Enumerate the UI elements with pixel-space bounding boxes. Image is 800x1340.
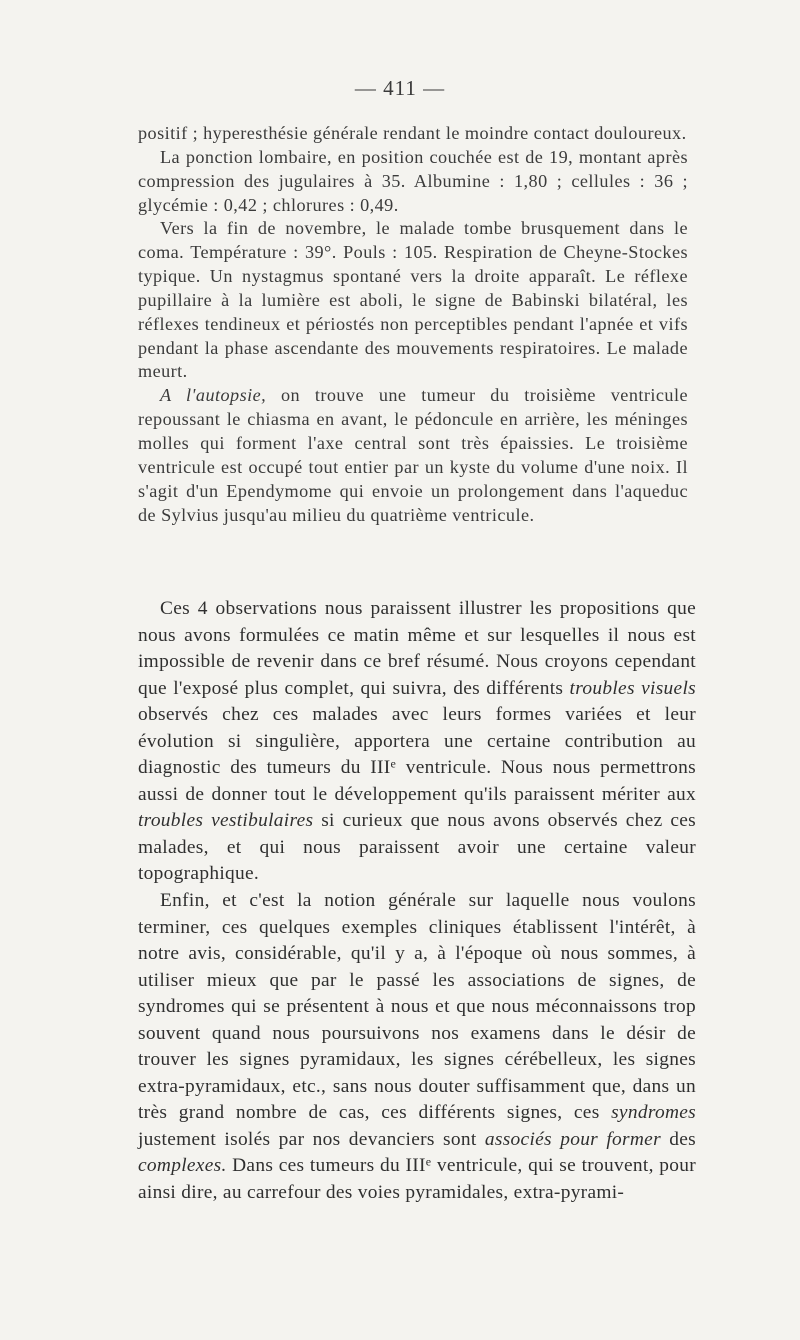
italic-text: troubles visuels	[569, 677, 696, 699]
text-fragment: justement isolés par nos devanciers sont	[138, 1128, 485, 1150]
text-fragment: Dans ces tumeurs du III	[226, 1155, 426, 1177]
italic-text: complexes.	[138, 1155, 227, 1177]
italic-text: associés pour former	[484, 1128, 661, 1150]
page-number: — 411 —	[354, 76, 446, 100]
autopsy-text: on trouve une tumeur du troisième ventricule repoussant le chiasma en avant, le pédoncule en arrière, les méninges molles qui forment l'axe central sont très épaissies. Le troisième ventricule est occupé tout entier par un kyste du volume d'une noix. Il s'agit d'un Ependymome qui envoie un prolongement dans l'aqueduc de Sylvius jusqu'au milieu du quatrième ventricule.	[138, 385, 688, 525]
text-fragment: ventricule, qui se trouvent, pour ainsi dire, au carrefour des voies pyramidales, extra-pyrami-	[138, 1155, 696, 1204]
paragraph-conclusion	[138, 888, 696, 1207]
text-fragment: si curieux que nous avons observés chez ces malades, et qui nous paraissent avoir une certaine valeur topographique.	[138, 810, 696, 885]
text-fragment: Ces 4 observations nous paraissent illustrer les propositions que nous avons formulées ce matin même et sur lesquelles il nous est impossible de revenir dans ce bref résumé. Nous croyons cependant que l'exposé plus complet, qui suivra, des différents	[138, 598, 696, 699]
text-fragment: Enfin, et c'est la notion générale sur laquelle nous voulons terminer, ces quelques exemples cliniques établissent l'intérêt, à notre avis, considérable, qu'il y a, à l'époque où nous sommes, à utiliser mieux que par le passé les associations de signes, de syndromes qui se présentent à nous et que nous méconnaissons trop souvent quand nous poursuivons nos examens dans le désir de trouver les signes pyramidaux, les signes cérébelleux, les signes extra-pyramidaux, etc., sans nous douter suffisamment que, dans un très grand nombre de cas, ces différents signes, ces	[138, 890, 696, 1124]
italic-text: syndromes	[611, 1102, 696, 1124]
paragraph-observations	[138, 596, 696, 888]
autopsy-italic-text: A l'autopsie,	[160, 385, 267, 406]
superscript: e	[390, 756, 397, 771]
text-fragment: observés chez ces malades avec leurs formes variées et leur évolution si singulière, apportera une certaine contribution au diagnostic des tumeurs du III	[138, 704, 696, 779]
text-fragment: des	[660, 1128, 696, 1150]
paragraph-lumbar-puncture: La ponction lombaire, en position couchée est de 19, montant après compression des jugulaires à 35. Albumine : 1,80 ; cellules : 36 ; glycémie : 0,42 ; chlorures : 0,49.	[138, 146, 688, 215]
superscript: e	[425, 1155, 432, 1170]
text-fragment: ventricule. Nous nous permettrons aussi de donner tout le développement qu'ils paraissent mériter aux	[138, 757, 697, 805]
italic-text: troubles vestibulaires	[138, 810, 314, 832]
discussion-text	[138, 596, 696, 1207]
paragraph-coma: Vers la fin de novembre, le malade tombe brusquement dans le coma. Température : 39°. Pouls : 105. Respiration de Cheyne-Stockes typique. Un nystagmus spontané vers la droite apparaît. Le réflexe pupillaire à la lumière est aboli, le signe de Babinski bilatéral, les réflexes tendineux et périostés non perceptibles pendant l'apnée et vifs pendant la phase ascendante des mouvements respiratoires. Le malade meurt.	[138, 218, 688, 382]
paragraph-hyperesthesia: positif ; hyperesthésie générale rendant le moindre contact douloureux.	[138, 123, 687, 143]
paragraph-autopsy	[138, 384, 688, 527]
clinical-observation-text	[138, 122, 688, 527]
